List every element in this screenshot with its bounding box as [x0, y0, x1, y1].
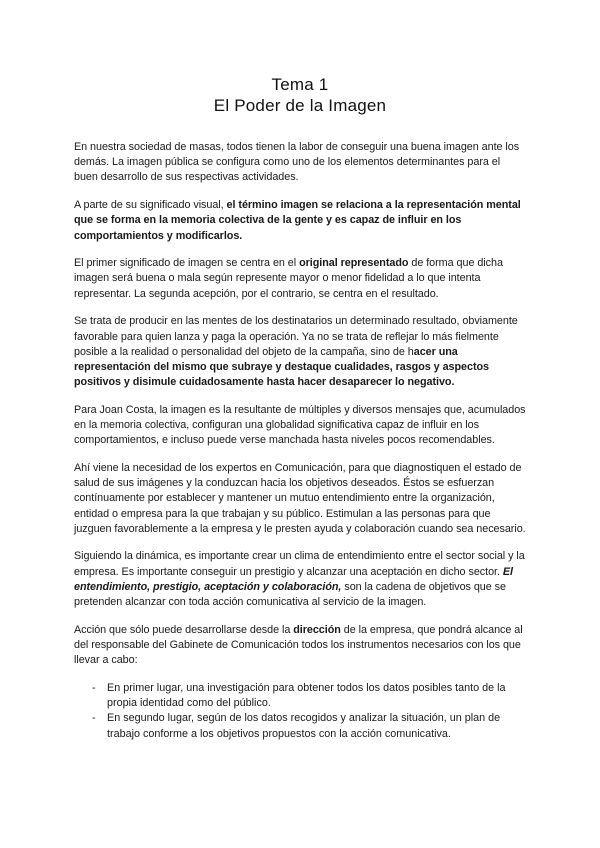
- paragraph: [74, 198, 526, 244]
- text-segment: En nuestra sociedad de masas, todos tienen la labor de conseguir una buena imagen ante los demás. La imagen pública se configura como uno de los elementos determinantes para el buen desarrollo de sus respectivas actividades.: [74, 141, 520, 184]
- page-title: El Poder de la Imagen: [213, 96, 387, 115]
- paragraph: [74, 314, 526, 390]
- paragraph: [74, 403, 526, 449]
- dash-bullet-icon: -: [92, 712, 96, 725]
- text-segment: Para Joan Costa, la imagen es la resultante de múltiples y diversos mensajes que, acumulados en la memoria colectiva, configuran una globalidad significativa capaz de influir en los comportamientos, e incluso puede verse manchada hasta niveles pocos recomendables.: [74, 403, 526, 447]
- bold-text: original representado: [299, 257, 409, 270]
- body-content: [74, 140, 526, 668]
- text-segment: de la empresa, que pondrá alcance al del responsable del Gabinete de Comunicación todos los instrumentos necesarios con los que llevar a cabo:: [74, 623, 523, 667]
- text-segment: Acción que sólo puede desarrollarse desde la: [74, 623, 294, 636]
- paragraph: [74, 256, 526, 302]
- bold-text: dirección: [293, 623, 341, 636]
- bold-text: acer una representación del mismo que subraye y destaque cualidades, rasgos y aspectos positivos y disimule cuidadosamente hasta hacer desaparecer lo negativo.: [74, 345, 489, 389]
- list-item-text: En segundo lugar, según de los datos recogidos y analizar la situación, un plan de trabajo conforme a los objetivos propuestos con la acción comunicativa.: [107, 712, 501, 740]
- dash-bullet-icon: -: [92, 681, 96, 694]
- text-segment: de forma que dicha imagen será buena o mala según represente mayor o menor fidelidad a lo que intenta representar. La segunda acepción, por el contrario, se centra en el resultado.: [74, 257, 503, 300]
- text-segment: son la cadena de objetivos que se pretenden alcanzar con toda acción comunicativa al servicio de la imagen.: [74, 580, 506, 609]
- topic-number: Tema 1: [271, 75, 329, 94]
- text-segment: Siguiendo la dinámica, es importante crear un clima de entendimiento entre el sector social y la empresa. Es importante conseguir un prestigio y alcanzar una aceptación en dicho sector.: [74, 550, 525, 578]
- paragraph: [74, 549, 526, 610]
- text-segment: El primer significado de imagen se centra en el: [74, 257, 300, 270]
- emphasis-text: El entendimiento, prestigio, aceptación y colaboración,: [74, 565, 513, 593]
- paragraph: [74, 623, 526, 669]
- paragraph: [74, 461, 526, 537]
- text-segment: A parte de su significado visual,: [74, 199, 227, 212]
- text-segment: Se trata de producir en las mentes de los destinatarios un determinado resultado, obviamente favorable para quien lanza y paga la operación. Ya no se trata de reflejar lo más fielmente posible a la realidad o personalidad del objeto de la campaña, sino de h: [74, 315, 518, 358]
- list-item: [74, 711, 526, 741]
- title-block: [74, 74, 526, 116]
- instrument-list: [74, 681, 526, 742]
- list-item-text: En primer lugar, una investigación para obtener todos los datos posibles tanto de la propia identidad como del público.: [107, 681, 506, 710]
- list-item: [74, 681, 526, 711]
- bold-text: el término imagen se relaciona a la representación mental que se forma en la memoria colectiva de la gente y es capaz de influir en los comportamientos y modificarlos.: [74, 199, 521, 242]
- text-segment: Ahí viene la necesidad de los expertos en Comunicación, para que diagnostiquen el estado de salud de sus imágenes y la conduzcan hacia los objetivos deseados. Éstos se esfuerzan contínuamente por establecer y mantener un mutuo entendimiento entre la organización, entidad o empresa para la que trabajan y su público. Estimulan a las personas para que juzguen favorablemente a la empresa y le presten ayuda y colaboración cuando sea necesario.: [74, 461, 526, 535]
- paragraph: [74, 140, 526, 186]
